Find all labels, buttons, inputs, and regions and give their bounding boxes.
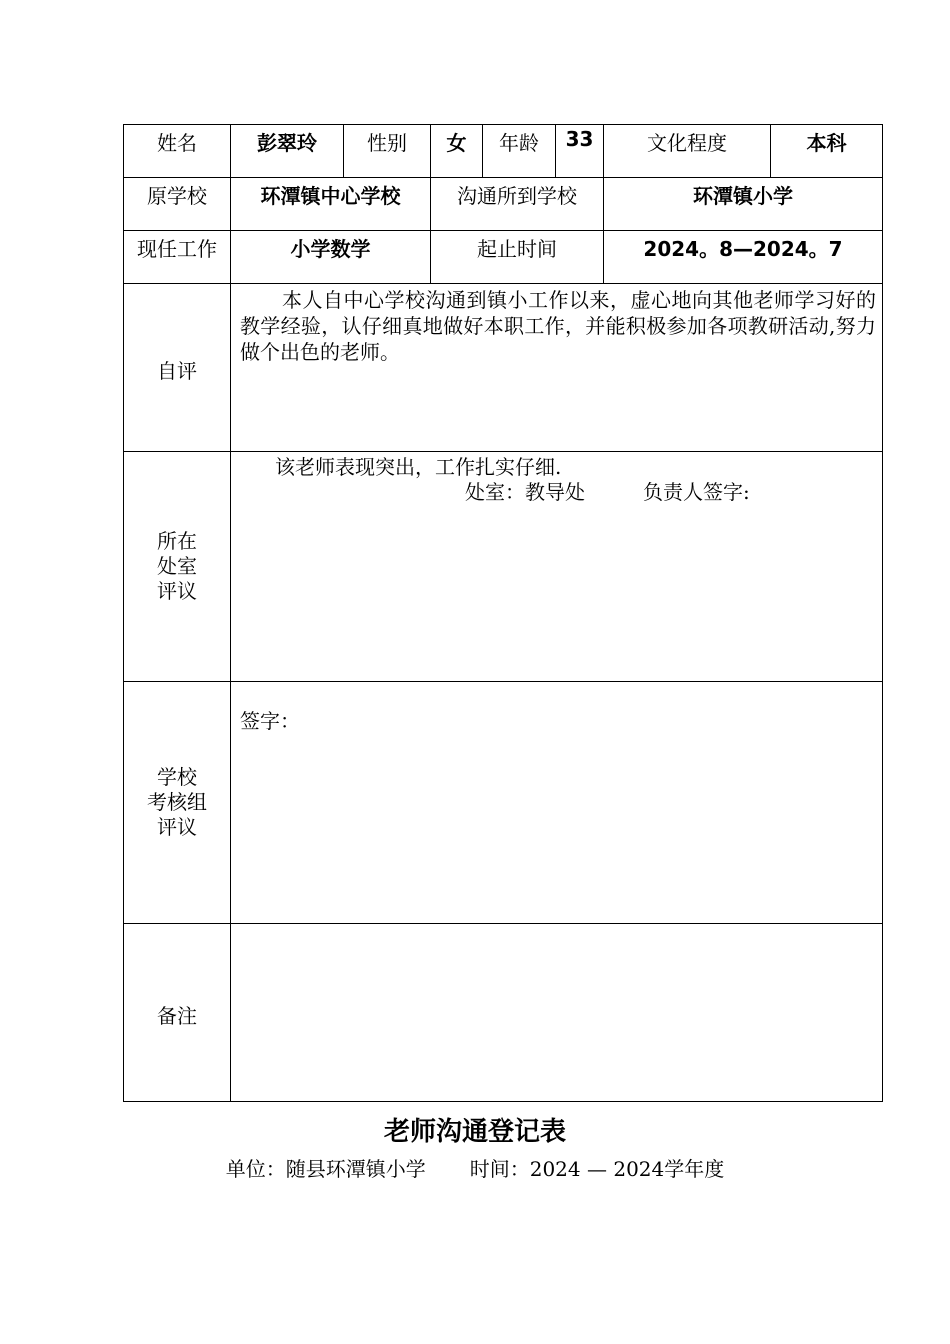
label-school-eval-line1: 学校 (157, 765, 197, 789)
label-name: 姓名 (157, 131, 197, 155)
label-school-eval-line2: 考核组 (147, 790, 207, 814)
label-school-eval-line3: 评议 (157, 815, 197, 839)
table-line-row6 (123, 923, 883, 924)
table-border-bottom (123, 1101, 883, 1102)
subtitle-unit: 单位：随县环潭镇小学 (225, 1157, 426, 1181)
table-line-row1 (123, 177, 883, 178)
table-line-row5 (123, 681, 883, 682)
label-target-school: 沟通所到学校 (457, 184, 577, 208)
value-gender: 女 (446, 131, 467, 155)
table-col-label (230, 124, 231, 1102)
table-border-top (123, 124, 883, 125)
table-line-row4 (123, 451, 883, 452)
subtitle-time: 时间：2024 — 2024学年度 (469, 1157, 725, 1181)
label-dept-eval-line2: 处室 (157, 554, 197, 578)
label-gender: 性别 (367, 131, 407, 155)
school-sign-label: 签字： (240, 709, 300, 733)
table-border-right (882, 124, 883, 1102)
table-line-row3 (123, 283, 883, 284)
self-eval-text: 本人自中心学校沟通到镇小工作以来，虚心地向其他老师学习好的教学经验，认仔细真地做好本职工作，并能积极参加各项教研活动,努力做个出色的老师。 (240, 288, 876, 364)
label-remarks: 备注 (157, 1004, 197, 1028)
value-age: 33 (565, 127, 594, 151)
label-dept-eval-line3: 评议 (157, 579, 197, 603)
table-line-row2 (123, 230, 883, 231)
value-target-school: 环潭镇小学 (693, 184, 793, 208)
label-age: 年龄 (499, 131, 539, 155)
value-education: 本科 (806, 131, 847, 155)
label-school-eval (124, 765, 230, 840)
value-original-school: 环潭镇中心学校 (260, 184, 401, 208)
label-dept-eval (124, 529, 230, 604)
dept-office: 处室：教导处 (465, 480, 585, 504)
label-self-eval: 自评 (157, 359, 197, 383)
label-period: 起止时间 (477, 237, 557, 261)
label-dept-eval-line1: 所在 (157, 529, 197, 553)
dept-comment: 该老师表现突出，工作扎实仔细. (275, 455, 562, 479)
form-subtitle (0, 1153, 950, 1182)
table-border-left (123, 124, 124, 1102)
label-education: 文化程度 (647, 131, 727, 155)
label-current-work: 现任工作 (137, 237, 217, 261)
form-title: 老师沟通登记表 (383, 1117, 566, 1147)
label-original-school: 原学校 (147, 184, 207, 208)
value-period: 2024。8—2024。7 (643, 237, 843, 261)
dept-sign-label: 负责人签字: (643, 480, 750, 504)
value-name: 彭翠玲 (257, 131, 317, 155)
value-current-work: 小学数学 (290, 237, 371, 261)
